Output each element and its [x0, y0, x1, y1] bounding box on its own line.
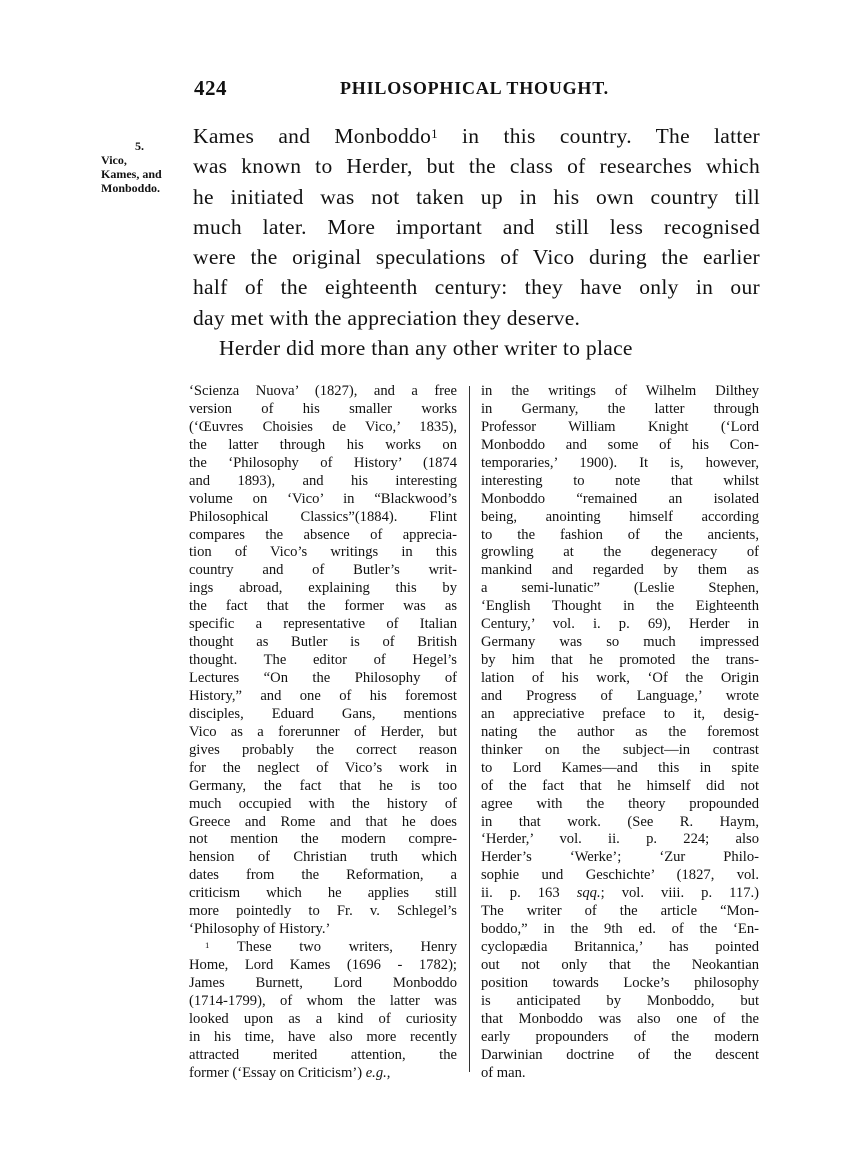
footnote-line: boddo,” in the 9th ed. of the ‘En-: [481, 921, 759, 938]
footnote-line: Philosophical Classics”(1884). Flint: [189, 508, 457, 525]
footnote-line: $^1$ These two writers, Henry: [205, 939, 457, 956]
footnote-line: of man.: [481, 1064, 526, 1081]
footnote-line: Darwinian doctrine of the descent: [481, 1046, 759, 1063]
footnote-line: ‘Scienza Nuova’ (1827), and a free: [189, 383, 457, 399]
footnote-line: and 1893), and his interesting: [189, 472, 457, 489]
footnote-line: Herder’s ‘Werke’; ‘Zur Philo-: [481, 849, 759, 866]
footnote-line: ‘English Thought in the Eighteenth: [481, 598, 759, 615]
footnote-column-left: [189, 383, 457, 1083]
footnote-line: attracted merited attention, the: [189, 1046, 457, 1063]
sidenote-line: Vico,: [101, 153, 127, 167]
footnote-line: compares the absence of apprecia-: [189, 526, 457, 543]
footnote-line: is anticipated by Monboddo, but: [481, 992, 759, 1009]
footnote-line: former (‘Essay on Criticism’) e.g.,: [189, 1064, 391, 1081]
footnote-line: Vico as a forerunner of Herder, but: [189, 723, 457, 740]
footnote-line: nating the author as the foremost: [481, 723, 759, 740]
sidenote-line: Kames, and: [101, 167, 162, 181]
footnote-line: Monboddo “remained an isolated: [481, 490, 759, 507]
footnote-line: ii. p. 163 sqq.; vol. viii. p. 117.): [481, 885, 759, 902]
footnote-line: interesting to note that whilst: [481, 472, 759, 489]
footnote-line: (1714-1799), of whom the latter was: [189, 992, 457, 1009]
footnote-line: agree with the theory propounded: [481, 795, 759, 812]
footnote-line: sophie und Geschichte’ (1827, vol.: [481, 867, 759, 884]
footnote-line: and Progress of Language,’ wrote: [481, 687, 759, 704]
footnote-line: version of his smaller works: [189, 400, 457, 417]
footnote-line: gives probably the correct reason: [189, 741, 457, 758]
body-line: day met with the appreciation they deserve.: [193, 305, 581, 330]
footnote-line: for the neglect of Vico’s work in: [189, 759, 457, 776]
footnote-line: mankind and regarded by them as: [481, 562, 759, 579]
footnote-line: Germany, the fact that he is too: [189, 777, 457, 794]
footnote-line: criticism which he applies still: [189, 885, 457, 902]
body-line: Herder did more than any other writer to place: [219, 336, 633, 361]
body-text: [193, 121, 760, 363]
footnote-line: the latter through his works on: [189, 436, 457, 453]
footnote-line: (‘Œuvres Choisies de Vico,’ 1835),: [189, 418, 457, 435]
sidenote-line: Monboddo.: [101, 181, 161, 195]
footnote-line: the fact that the former was as: [189, 598, 457, 615]
footnote-line: specific a representative of Italian: [189, 616, 457, 633]
footnote-line: growling at the degeneracy of: [481, 544, 759, 561]
page-number: 424: [194, 76, 227, 100]
footnote-line: Century,’ vol. i. p. 69), Herder in: [481, 616, 759, 633]
footnote-line: Greece and Rome and that he does: [189, 813, 457, 830]
footnote-column-right: [481, 383, 759, 1083]
footnote-line: tion of Vico’s writings in this: [189, 544, 457, 561]
footnote-line: in that work. (See R. Haym,: [481, 813, 759, 830]
footnote-line: out not only that the Neokantian: [481, 957, 759, 973]
footnote-line: ings abroad, explaining this by: [189, 580, 457, 597]
footnote-line: in the writings of Wilhelm Dilthey: [481, 383, 759, 399]
footnote-line: Professor William Knight (‘Lord: [481, 418, 759, 435]
footnote-line: much occupied with the history of: [189, 795, 457, 812]
body-line: was known to Herder, but the class of researches which: [193, 154, 760, 179]
footnote-line: disciples, Eduard Gans, mentions: [189, 705, 457, 722]
body-line: he initiated was not taken up in his own country till: [193, 184, 760, 209]
footnote-line: being, anointing himself according: [481, 508, 759, 525]
margin-sidenote: [101, 139, 191, 195]
body-line: much later. More important and still less recognised: [193, 214, 760, 239]
footnote-line: the ‘Philosophy of History’ (1874: [189, 454, 457, 471]
footnote-line: that Monboddo was also one of the: [481, 1010, 759, 1027]
footnote-line: Lectures “On the Philosophy of: [189, 670, 457, 686]
footnote-line: country and of Butler’s writ-: [189, 562, 457, 579]
footnote-line: volume on ‘Vico’ in “Blackwood’s: [189, 490, 457, 507]
running-title: PHILOSOPHICAL THOUGHT.: [340, 78, 609, 98]
footnote-line: hension of Christian truth which: [189, 849, 457, 866]
footnote-line: of the fact that he himself did not: [481, 777, 759, 794]
footnote-line: looked upon as a kind of curiosity: [189, 1010, 457, 1027]
footnote-line: ‘Herder,’ vol. ii. p. 224; also: [481, 831, 759, 848]
body-line: were the original speculations of Vico during the earlier: [193, 245, 760, 270]
footnote-line: cyclopædia Britannica,’ has pointed: [481, 939, 759, 956]
footnote-line: The writer of the article “Mon-: [481, 903, 759, 920]
footnote-line: temporaries,’ 1900). It is, however,: [481, 454, 759, 471]
footnote-line: a semi-lunatic” (Leslie Stephen,: [481, 580, 759, 597]
column-divider: [469, 386, 470, 1072]
running-header: [194, 76, 754, 106]
footnote-line: Home, Lord Kames (1696 - 1782);: [189, 957, 457, 973]
footnote-line: Germany was so much impressed: [481, 634, 759, 651]
footnote-line: an appreciative preface to it, desig-: [481, 705, 759, 722]
footnote-line: to the fashion of the ancients,: [481, 526, 759, 543]
footnote-line: Monboddo and some of his Con-: [481, 436, 759, 453]
footnote-line: ‘Philosophy of History.’: [189, 921, 331, 938]
footnote-line: not mention the modern compre-: [189, 831, 457, 848]
sidenote-number: 5.: [135, 139, 144, 153]
footnote-line: position towards Locke’s philosophy: [481, 974, 759, 991]
footnote-line: early propounders of the modern: [481, 1028, 759, 1045]
footnote-line: thinker on the subject—in contrast: [481, 741, 759, 758]
footnote-line: to Lord Kames—and this in spite: [481, 759, 759, 776]
footnote-line: in Germany, the latter through: [481, 400, 759, 417]
body-line: half of the eighteenth century: they have only in our: [193, 275, 760, 300]
footnote-line: more pointedly to Fr. v. Schlegel’s: [189, 903, 457, 920]
footnote-line: James Burnett, Lord Monboddo: [189, 974, 457, 991]
footnote-line: lation of his work, ‘Of the Origin: [481, 670, 759, 686]
footnote-line: dates from the Reformation, a: [189, 867, 457, 884]
footnote-line: by him that he promoted the trans-: [481, 652, 759, 669]
footnote-line: thought as Butler is of British: [189, 634, 457, 651]
footnote-line: History,” and one of his foremost: [189, 687, 457, 704]
footnote-line: thought. The editor of Hegel’s: [189, 652, 457, 669]
body-line: Kames and Monboddo$^1$ in this country. The latter: [193, 124, 760, 148]
footnote-line: in his time, have also more recently: [189, 1028, 457, 1045]
